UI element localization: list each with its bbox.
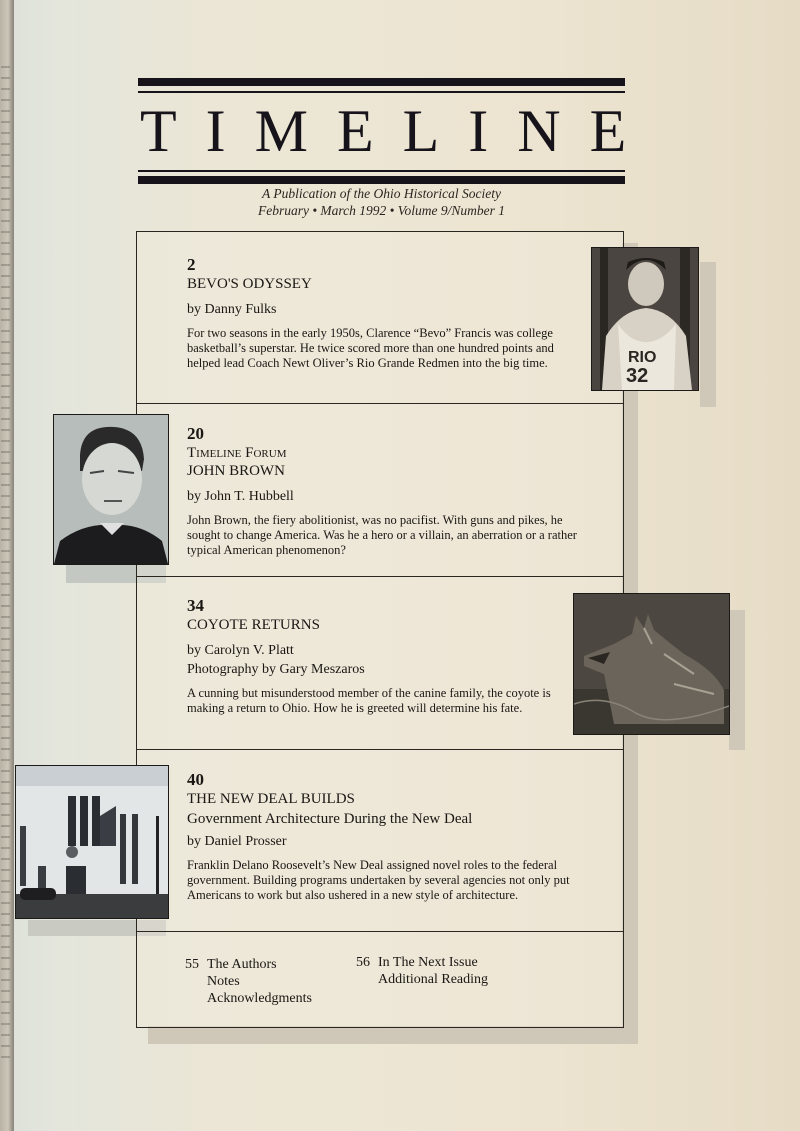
back-matter-left [185,956,312,1007]
coyote-photo [573,593,730,735]
back-matter-right [356,954,488,988]
john-brown-image [54,415,168,564]
toc-entry-bevos-odyssey[interactable] [137,232,623,404]
masthead-rule-top-thin [138,91,625,93]
article-author: by John T. Hubbell [187,489,294,504]
article-kicker: Timeline Forum [187,445,287,461]
publisher-line: A Publication of the Ohio Historical Society [262,186,501,201]
magazine-title: TIMELINE [140,98,656,164]
article-author: by Carolyn V. Platt [187,643,294,658]
page-number: 40 [187,770,204,789]
back-matter-item[interactable]: Additional Reading [378,972,489,987]
photo-shadow-coyote [729,610,745,750]
toc-back-matter [137,932,623,1027]
article-author: by Danny Fulks [187,302,277,317]
masthead-rule-top-thick [138,78,625,86]
article-description: Franklin Delano Roosevelt’s New Deal assigned novel roles to the federal government. Building programs undertaken by several agencies not only put Americans to work but also ushered in a new style of architecture. [187,858,570,902]
bevo-francis-image [592,248,698,390]
article-title: THE NEW DEAL BUILDS [187,791,355,807]
svg-text:RIO: RIO [628,349,657,366]
adjacent-page-text [1,60,10,1060]
basketball-player-photo [591,247,699,391]
article-description: A cunning but misunderstood member of the canine family, the coyote is making a return to Ohio. How he is greeted will determine his fate. [187,686,551,715]
article-title: COYOTE RETURNS [187,617,320,633]
page-number: 56 [356,955,370,970]
article-description: For two seasons in the early 1950s, Clarence “Bevo” Francis was college basketball’s superstar. He twice scored more than one hundred points and helped lead Coach Newt Oliver’s Rio Grande Redmen into the big time. [187,326,554,370]
article-description: John Brown, the fiery abolitionist, was no pacifist. With guns and pikes, he sought to change America. Was he a hero or a villain, an aberration or a rather typical American phenomenon? [187,513,577,557]
toc-entry-coyote-returns[interactable] [137,577,623,750]
masthead [138,78,656,184]
back-matter-item[interactable]: Notes [207,974,240,989]
john-brown-portrait [53,414,169,565]
article-title: JOHN BROWN [187,463,285,479]
back-matter-item[interactable]: 55 The Authors [185,957,277,972]
svg-text:32: 32 [626,365,649,387]
coyote-image [574,594,729,734]
adjacent-page-spine [0,0,14,1131]
page-number: 55 [185,957,199,972]
back-matter-item[interactable]: 56 In The Next Issue [356,955,478,970]
photo-shadow-bevo [700,262,716,407]
government-building-image [16,766,168,918]
article-author: by Daniel Prosser [187,834,287,849]
issue-line: February • March 1992 • Volume 9/Number 1 [257,203,506,218]
new-deal-building-photo [15,765,169,919]
back-matter-item[interactable]: Acknowledgments [207,991,312,1006]
page-number: 2 [187,255,196,274]
table-of-contents [136,231,624,1028]
article-title: BEVO'S ODYSSEY [187,276,312,292]
page-number: 34 [187,596,204,615]
toc-entry-john-brown[interactable] [137,404,623,577]
page-number: 20 [187,424,204,443]
article-subtitle: Government Architecture During the New Deal [187,811,473,827]
toc-entry-new-deal-builds[interactable] [137,750,623,932]
masthead-rule-bottom-thick [138,176,625,184]
toc-shadow-bottom [148,1026,638,1044]
photo-credit: Photography by Gary Meszaros [187,662,365,677]
